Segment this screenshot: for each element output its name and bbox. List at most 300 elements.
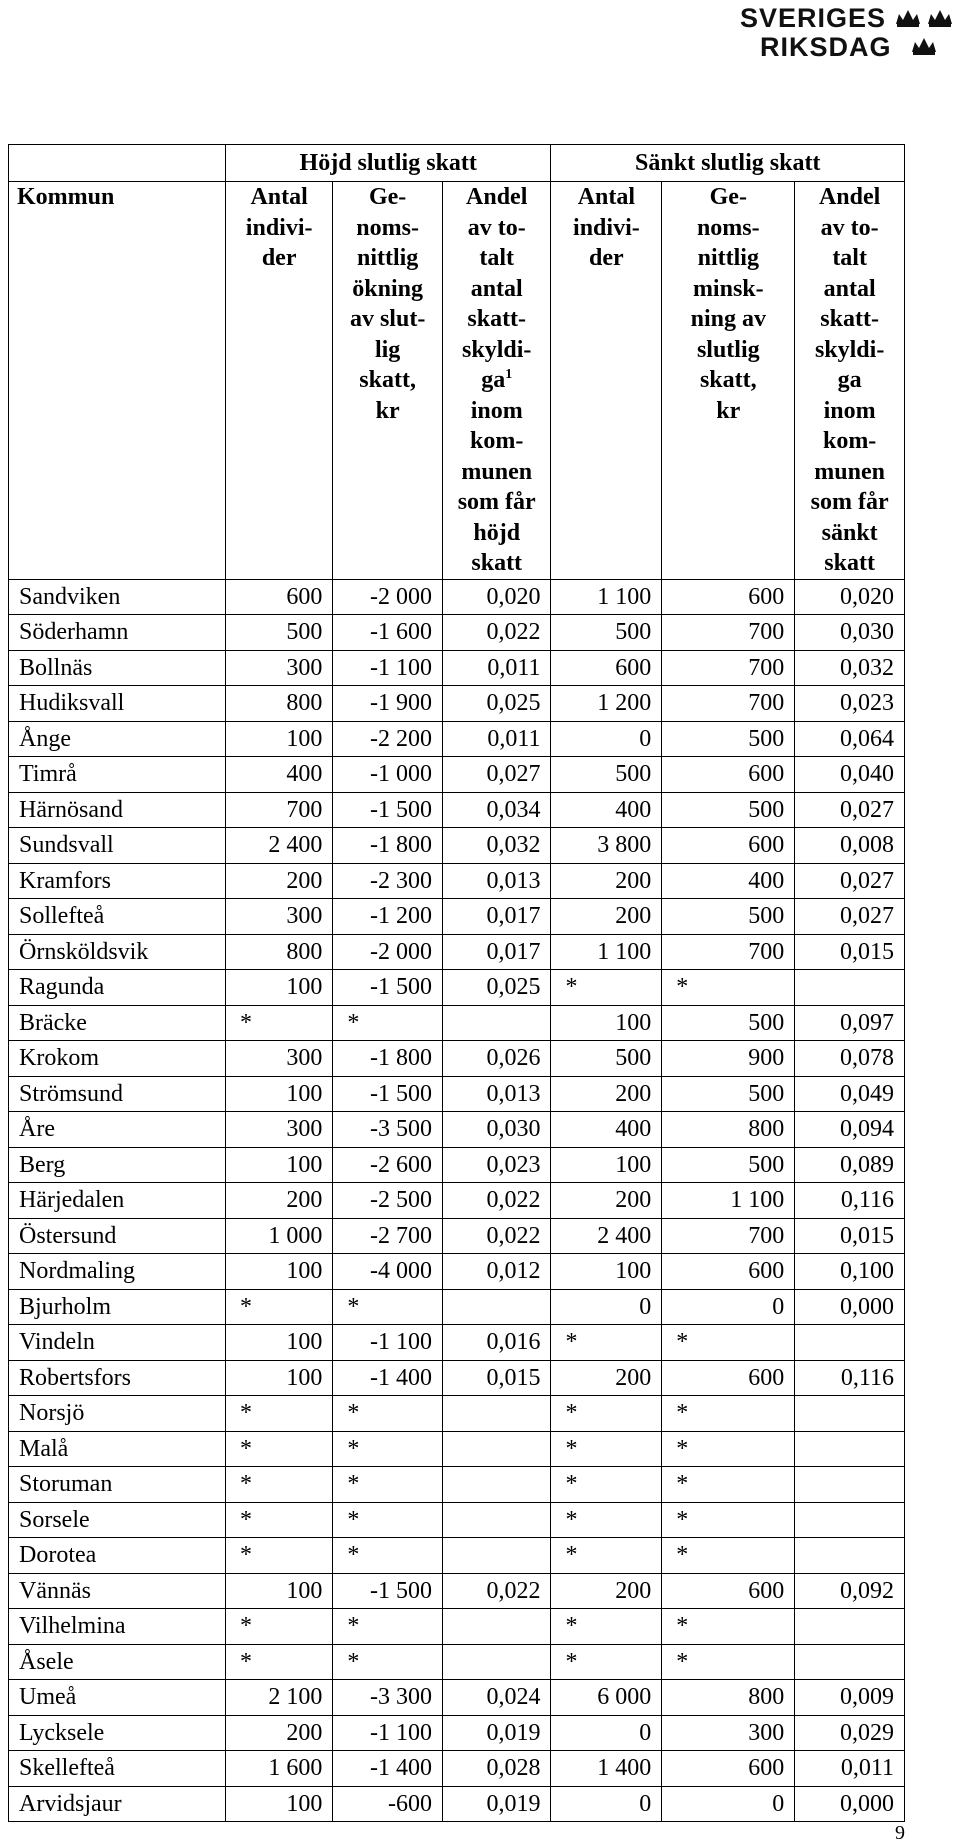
cell-raised-avg: -2 200 (333, 721, 443, 757)
cell-lowered-count: 2 400 (551, 1218, 662, 1254)
cell-raised-avg: -1 900 (333, 686, 443, 722)
cell-lowered-share (795, 1538, 905, 1574)
cell-kommun: Storuman (9, 1467, 226, 1503)
cell-raised-count: 200 (225, 863, 332, 899)
cell-raised-share: 0,019 (442, 1786, 551, 1822)
cell-raised-share: 0,032 (442, 828, 551, 864)
cell-raised-count: * (225, 1538, 332, 1574)
cell-raised-avg: -1 800 (333, 1041, 443, 1077)
cell-kommun: Sandviken (9, 579, 226, 615)
cell-raised-count: * (225, 1467, 332, 1503)
table-row (9, 1502, 905, 1538)
cell-raised-avg: * (333, 1538, 443, 1574)
cell-lowered-share: 0,100 (795, 1254, 905, 1290)
cell-raised-share: 0,034 (442, 792, 551, 828)
cell-lowered-avg: 600 (662, 757, 795, 793)
cell-lowered-avg: 1 100 (662, 1183, 795, 1219)
cell-lowered-share: 0,009 (795, 1680, 905, 1716)
cell-lowered-share: 0,089 (795, 1147, 905, 1183)
cell-lowered-share (795, 1644, 905, 1680)
table-row (9, 934, 905, 970)
table-row (9, 1005, 905, 1041)
cell-kommun: Dorotea (9, 1538, 226, 1574)
cell-kommun: Bollnäs (9, 650, 226, 686)
cell-lowered-avg: 600 (662, 828, 795, 864)
cell-raised-avg: -2 000 (333, 579, 443, 615)
cell-lowered-share: 0,015 (795, 934, 905, 970)
cell-kommun: Arvidsjaur (9, 1786, 226, 1822)
table-row (9, 1467, 905, 1503)
column-header-lowered-avg: Ge- noms- nittlig minsk- ning av slutlig skatt, kr (662, 182, 795, 580)
cell-lowered-share (795, 1396, 905, 1432)
cell-raised-count: * (225, 1502, 332, 1538)
logo-line1: SVERIGES (740, 3, 887, 33)
cell-lowered-count: 100 (551, 1005, 662, 1041)
cell-lowered-avg: 600 (662, 1254, 795, 1290)
table-row (9, 792, 905, 828)
raised-share-tail: inom kom- munen som får höjd skatt (457, 397, 536, 576)
column-header-kommun: Kommun (9, 182, 226, 580)
cell-raised-avg: -1 100 (333, 1325, 443, 1361)
cell-raised-share: 0,022 (442, 1573, 551, 1609)
cell-raised-avg: -1 500 (333, 1076, 443, 1112)
column-header-row (9, 182, 905, 580)
cell-kommun: Kramfors (9, 863, 226, 899)
cell-raised-avg: * (333, 1609, 443, 1645)
cell-raised-share: 0,020 (442, 579, 551, 615)
cell-lowered-count: 6 000 (551, 1680, 662, 1716)
group-header-raised: Höjd slutlig skatt (225, 145, 550, 182)
cell-raised-count: 1 000 (225, 1218, 332, 1254)
cell-lowered-count: 200 (551, 863, 662, 899)
cell-lowered-avg: 300 (662, 1715, 795, 1751)
cell-lowered-share: 0,000 (795, 1786, 905, 1822)
cell-raised-share (442, 1005, 551, 1041)
cell-raised-avg: -1 500 (333, 792, 443, 828)
cell-lowered-avg: 600 (662, 579, 795, 615)
cell-kommun: Sorsele (9, 1502, 226, 1538)
cell-lowered-count: 200 (551, 899, 662, 935)
cell-raised-count: * (225, 1431, 332, 1467)
cell-lowered-avg: 700 (662, 686, 795, 722)
cell-kommun: Örnsköldsvik (9, 934, 226, 970)
table-row (9, 1147, 905, 1183)
cell-raised-avg: -2 700 (333, 1218, 443, 1254)
cell-raised-share: 0,022 (442, 1183, 551, 1219)
cell-lowered-share: 0,078 (795, 1041, 905, 1077)
cell-raised-avg: -4 000 (333, 1254, 443, 1290)
cell-lowered-count: * (551, 1431, 662, 1467)
cell-raised-avg: * (333, 1502, 443, 1538)
cell-lowered-share: 0,027 (795, 863, 905, 899)
cell-raised-share: 0,011 (442, 721, 551, 757)
cell-lowered-avg: 800 (662, 1112, 795, 1148)
table-body (9, 579, 905, 1822)
group-header-row (9, 145, 905, 182)
cell-kommun: Ånge (9, 721, 226, 757)
cell-lowered-share: 0,008 (795, 828, 905, 864)
cell-raised-avg: -3 500 (333, 1112, 443, 1148)
cell-kommun: Vännäs (9, 1573, 226, 1609)
cell-kommun: Umeå (9, 1680, 226, 1716)
cell-raised-share (442, 1609, 551, 1645)
cell-lowered-share: 0,097 (795, 1005, 905, 1041)
cell-lowered-avg: * (662, 970, 795, 1006)
cell-lowered-count: 400 (551, 1112, 662, 1148)
cell-lowered-avg: * (662, 1325, 795, 1361)
cell-lowered-count: 200 (551, 1076, 662, 1112)
cell-lowered-share: 0,011 (795, 1751, 905, 1787)
cell-kommun: Härjedalen (9, 1183, 226, 1219)
cell-lowered-avg: 700 (662, 1218, 795, 1254)
cell-raised-count: * (225, 1289, 332, 1325)
footnote-marker: 1 (505, 367, 513, 382)
cell-lowered-avg: * (662, 1396, 795, 1432)
table-row (9, 1254, 905, 1290)
cell-lowered-avg: 700 (662, 650, 795, 686)
cell-lowered-count: 200 (551, 1183, 662, 1219)
table-row (9, 1715, 905, 1751)
cell-raised-avg: -3 300 (333, 1680, 443, 1716)
cell-lowered-avg: * (662, 1467, 795, 1503)
table-row (9, 1183, 905, 1219)
cell-kommun: Krokom (9, 1041, 226, 1077)
cell-lowered-share: 0,027 (795, 899, 905, 935)
cell-lowered-share: 0,049 (795, 1076, 905, 1112)
table-row (9, 1289, 905, 1325)
cell-lowered-count: * (551, 1609, 662, 1645)
cell-raised-share (442, 1538, 551, 1574)
cell-lowered-share: 0,116 (795, 1183, 905, 1219)
cell-lowered-share: 0,064 (795, 721, 905, 757)
cell-lowered-avg: 700 (662, 615, 795, 651)
cell-lowered-avg: 500 (662, 721, 795, 757)
cell-kommun: Norsjö (9, 1396, 226, 1432)
cell-raised-share: 0,024 (442, 1680, 551, 1716)
cell-kommun: Bjurholm (9, 1289, 226, 1325)
cell-raised-avg: -1 400 (333, 1360, 443, 1396)
table-row (9, 615, 905, 651)
cell-kommun: Robertsfors (9, 1360, 226, 1396)
cell-raised-count: 200 (225, 1183, 332, 1219)
table-row (9, 650, 905, 686)
cell-raised-share: 0,016 (442, 1325, 551, 1361)
cell-kommun: Malå (9, 1431, 226, 1467)
cell-lowered-share: 0,040 (795, 757, 905, 793)
cell-lowered-avg: 500 (662, 1147, 795, 1183)
cell-lowered-count: 0 (551, 1289, 662, 1325)
cell-raised-avg: * (333, 1644, 443, 1680)
cell-lowered-share: 0,094 (795, 1112, 905, 1148)
cell-lowered-share (795, 1609, 905, 1645)
cell-kommun: Sollefteå (9, 899, 226, 935)
cell-raised-avg: -1 000 (333, 757, 443, 793)
cell-lowered-count: * (551, 970, 662, 1006)
cell-raised-count: 100 (225, 1325, 332, 1361)
cell-raised-share (442, 1396, 551, 1432)
cell-lowered-avg: * (662, 1644, 795, 1680)
cell-lowered-share (795, 1502, 905, 1538)
cell-raised-count: * (225, 1396, 332, 1432)
cell-raised-count: * (225, 1609, 332, 1645)
cell-raised-share: 0,019 (442, 1715, 551, 1751)
cell-raised-share (442, 1431, 551, 1467)
cell-raised-count: 100 (225, 970, 332, 1006)
cell-raised-share: 0,015 (442, 1360, 551, 1396)
table-row (9, 1680, 905, 1716)
cell-lowered-share: 0,116 (795, 1360, 905, 1396)
cell-kommun: Nordmaling (9, 1254, 226, 1290)
cell-raised-count: 100 (225, 721, 332, 757)
table-row (9, 1644, 905, 1680)
cell-raised-avg: -1 500 (333, 970, 443, 1006)
table-row (9, 1041, 905, 1077)
cell-raised-share: 0,025 (442, 686, 551, 722)
table-row (9, 1218, 905, 1254)
cell-lowered-avg: 500 (662, 1005, 795, 1041)
cell-lowered-share: 0,029 (795, 1715, 905, 1751)
cell-lowered-count: 0 (551, 721, 662, 757)
table-row (9, 1325, 905, 1361)
cell-raised-count: 300 (225, 650, 332, 686)
cell-lowered-share (795, 1325, 905, 1361)
cell-raised-count: 600 (225, 579, 332, 615)
logo-line2: RIKSDAG (760, 32, 892, 62)
cell-lowered-share (795, 1431, 905, 1467)
cell-kommun: Timrå (9, 757, 226, 793)
cell-raised-avg: -2 000 (333, 934, 443, 970)
cell-kommun: Sundsvall (9, 828, 226, 864)
cell-raised-share (442, 1289, 551, 1325)
cell-raised-share: 0,011 (442, 650, 551, 686)
cell-lowered-avg: 900 (662, 1041, 795, 1077)
cell-lowered-count: 1 100 (551, 579, 662, 615)
cell-raised-count: * (225, 1005, 332, 1041)
cell-lowered-count: 200 (551, 1573, 662, 1609)
cell-raised-count: * (225, 1644, 332, 1680)
raised-share-label: Andel av to- talt antal skatt- skyldi- ga (462, 184, 532, 393)
cell-lowered-count: 3 800 (551, 828, 662, 864)
cell-raised-avg: -1 100 (333, 650, 443, 686)
cell-lowered-share: 0,092 (795, 1573, 905, 1609)
table-row (9, 899, 905, 935)
cell-raised-avg: * (333, 1431, 443, 1467)
cell-raised-count: 100 (225, 1573, 332, 1609)
cell-raised-share: 0,026 (442, 1041, 551, 1077)
cell-raised-avg: -1 600 (333, 615, 443, 651)
cell-lowered-share (795, 970, 905, 1006)
cell-raised-avg: -2 600 (333, 1147, 443, 1183)
cell-raised-share: 0,022 (442, 1218, 551, 1254)
cell-lowered-count: 200 (551, 1360, 662, 1396)
cell-lowered-count: * (551, 1396, 662, 1432)
group-header-lowered: Sänkt slutlig skatt (551, 145, 905, 182)
cell-lowered-count: 1 400 (551, 1751, 662, 1787)
cell-lowered-count: 0 (551, 1715, 662, 1751)
table-row (9, 1609, 905, 1645)
cell-lowered-count: 100 (551, 1147, 662, 1183)
cell-raised-count: 100 (225, 1076, 332, 1112)
cell-raised-avg: -1 100 (333, 1715, 443, 1751)
table-row (9, 863, 905, 899)
cell-raised-count: 300 (225, 1112, 332, 1148)
table-row (9, 1076, 905, 1112)
cell-lowered-avg: 500 (662, 899, 795, 935)
cell-kommun: Åsele (9, 1644, 226, 1680)
cell-raised-count: 200 (225, 1715, 332, 1751)
column-header-raised-count: Antal indivi- der (225, 182, 332, 580)
table-row (9, 1112, 905, 1148)
cell-raised-share: 0,017 (442, 934, 551, 970)
cell-raised-share (442, 1502, 551, 1538)
column-header-raised-avg: Ge- noms- nittlig ökning av slut- lig skatt, kr (333, 182, 443, 580)
cell-lowered-share (795, 1467, 905, 1503)
cell-lowered-count: 600 (551, 650, 662, 686)
table-row (9, 579, 905, 615)
cell-raised-count: 2 100 (225, 1680, 332, 1716)
cell-raised-avg: * (333, 1289, 443, 1325)
table-row (9, 757, 905, 793)
cell-lowered-count: 400 (551, 792, 662, 828)
cell-raised-avg: -2 500 (333, 1183, 443, 1219)
table-row (9, 1360, 905, 1396)
cell-lowered-share: 0,027 (795, 792, 905, 828)
cell-raised-share (442, 1467, 551, 1503)
tax-change-table (8, 144, 905, 1822)
cell-lowered-avg: * (662, 1609, 795, 1645)
cell-lowered-avg: 400 (662, 863, 795, 899)
cell-raised-count: 1 600 (225, 1751, 332, 1787)
cell-lowered-avg: 600 (662, 1360, 795, 1396)
cell-raised-share: 0,025 (442, 970, 551, 1006)
cell-lowered-count: 1 100 (551, 934, 662, 970)
cell-kommun: Söderhamn (9, 615, 226, 651)
cell-raised-count: 300 (225, 1041, 332, 1077)
cell-raised-share (442, 1644, 551, 1680)
cell-lowered-avg: 0 (662, 1786, 795, 1822)
riksdag-logo (720, 0, 960, 62)
cell-kommun: Östersund (9, 1218, 226, 1254)
cell-raised-avg: * (333, 1005, 443, 1041)
cell-kommun: Vindeln (9, 1325, 226, 1361)
cell-lowered-share: 0,000 (795, 1289, 905, 1325)
table-row (9, 1751, 905, 1787)
cell-lowered-avg: * (662, 1431, 795, 1467)
table-row (9, 828, 905, 864)
cell-lowered-share: 0,015 (795, 1218, 905, 1254)
cell-lowered-avg: 600 (662, 1573, 795, 1609)
cell-lowered-share: 0,030 (795, 615, 905, 651)
cell-raised-count: 400 (225, 757, 332, 793)
cell-kommun: Åre (9, 1112, 226, 1148)
blank-corner-cell (9, 145, 226, 182)
cell-raised-count: 800 (225, 686, 332, 722)
column-header-lowered-share: Andel av to- talt antal skatt- skyldi- ga inom kom- munen som får sänkt skatt (795, 182, 905, 580)
column-header-lowered-count: Antal indivi- der (551, 182, 662, 580)
cell-lowered-count: * (551, 1502, 662, 1538)
cell-kommun: Lycksele (9, 1715, 226, 1751)
cell-raised-share: 0,030 (442, 1112, 551, 1148)
cell-raised-share: 0,012 (442, 1254, 551, 1290)
cell-lowered-avg: * (662, 1538, 795, 1574)
cell-raised-avg: -1 400 (333, 1751, 443, 1787)
cell-raised-count: 100 (225, 1147, 332, 1183)
cell-lowered-count: 500 (551, 1041, 662, 1077)
cell-lowered-avg: 800 (662, 1680, 795, 1716)
cell-kommun: Skellefteå (9, 1751, 226, 1787)
cell-lowered-count: * (551, 1644, 662, 1680)
page-number: 9 (895, 1822, 905, 1844)
cell-lowered-count: * (551, 1467, 662, 1503)
cell-raised-count: 800 (225, 934, 332, 970)
cell-raised-share: 0,028 (442, 1751, 551, 1787)
cell-lowered-count: 100 (551, 1254, 662, 1290)
cell-raised-share: 0,027 (442, 757, 551, 793)
table-row (9, 1573, 905, 1609)
cell-raised-avg: * (333, 1396, 443, 1432)
cell-raised-share: 0,017 (442, 899, 551, 935)
cell-raised-count: 100 (225, 1360, 332, 1396)
cell-kommun: Berg (9, 1147, 226, 1183)
cell-lowered-share: 0,020 (795, 579, 905, 615)
column-header-raised-share (442, 182, 551, 580)
cell-lowered-avg: * (662, 1502, 795, 1538)
cell-lowered-count: 500 (551, 757, 662, 793)
table-row (9, 970, 905, 1006)
cell-raised-share: 0,023 (442, 1147, 551, 1183)
cell-kommun: Ragunda (9, 970, 226, 1006)
table-row (9, 721, 905, 757)
table-row (9, 1538, 905, 1574)
cell-kommun: Bräcke (9, 1005, 226, 1041)
cell-lowered-avg: 600 (662, 1751, 795, 1787)
cell-raised-avg: * (333, 1467, 443, 1503)
cell-lowered-count: 1 200 (551, 686, 662, 722)
cell-raised-share: 0,013 (442, 1076, 551, 1112)
three-crowns-icon (894, 2, 954, 58)
cell-lowered-count: 0 (551, 1786, 662, 1822)
cell-lowered-avg: 0 (662, 1289, 795, 1325)
cell-raised-avg: -1 500 (333, 1573, 443, 1609)
cell-lowered-count: 500 (551, 615, 662, 651)
cell-lowered-count: * (551, 1325, 662, 1361)
table-row (9, 686, 905, 722)
cell-kommun: Strömsund (9, 1076, 226, 1112)
cell-raised-avg: -600 (333, 1786, 443, 1822)
cell-lowered-avg: 700 (662, 934, 795, 970)
cell-lowered-share: 0,023 (795, 686, 905, 722)
cell-raised-avg: -2 300 (333, 863, 443, 899)
cell-kommun: Vilhelmina (9, 1609, 226, 1645)
cell-raised-count: 2 400 (225, 828, 332, 864)
cell-raised-share: 0,013 (442, 863, 551, 899)
cell-raised-count: 500 (225, 615, 332, 651)
cell-lowered-avg: 500 (662, 792, 795, 828)
cell-raised-avg: -1 200 (333, 899, 443, 935)
table-row (9, 1786, 905, 1822)
cell-raised-count: 100 (225, 1786, 332, 1822)
table-row (9, 1396, 905, 1432)
cell-lowered-share: 0,032 (795, 650, 905, 686)
cell-lowered-avg: 500 (662, 1076, 795, 1112)
cell-raised-share: 0,022 (442, 615, 551, 651)
cell-raised-count: 700 (225, 792, 332, 828)
cell-raised-count: 300 (225, 899, 332, 935)
cell-kommun: Hudiksvall (9, 686, 226, 722)
cell-kommun: Härnösand (9, 792, 226, 828)
cell-raised-count: 100 (225, 1254, 332, 1290)
cell-raised-avg: -1 800 (333, 828, 443, 864)
